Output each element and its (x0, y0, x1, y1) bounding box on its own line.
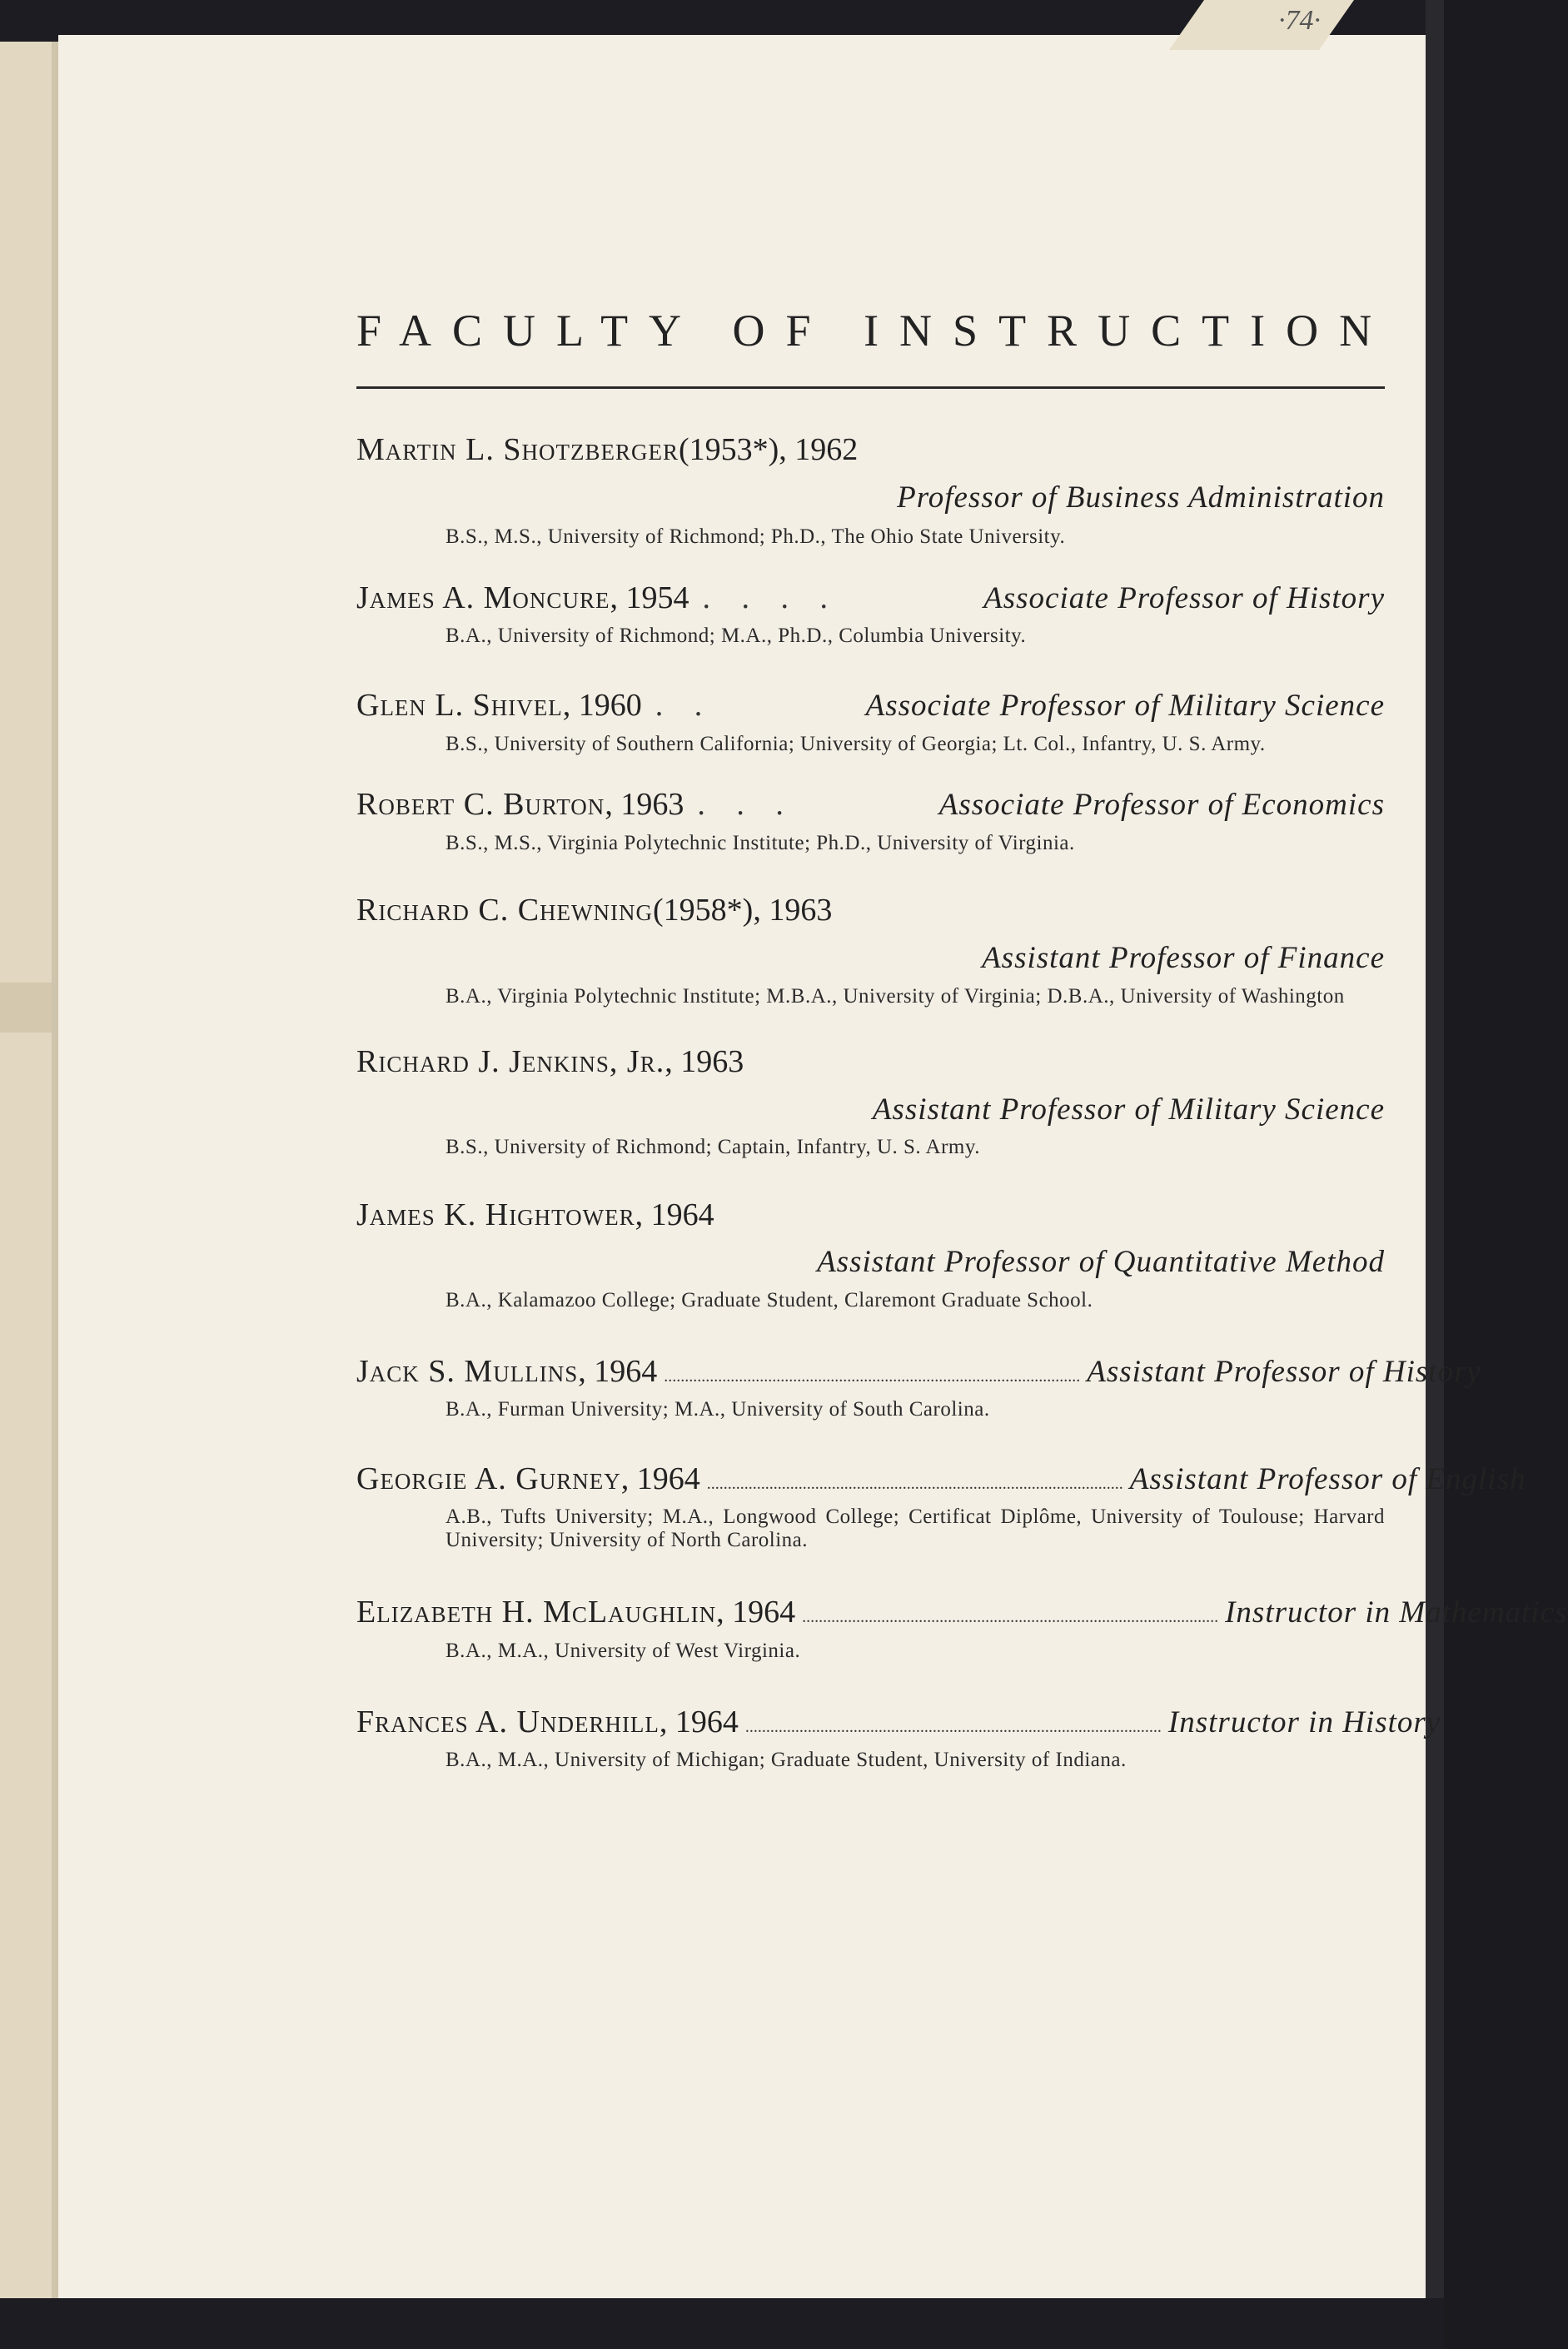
dot-leader: . . (655, 687, 714, 723)
faculty-degrees: B.S., University of Richmond; Captain, Infantry, U. S. Army. (446, 1136, 980, 1159)
faculty-entry (356, 787, 1385, 854)
faculty-title: Assistant Professor of History (1087, 1354, 1481, 1389)
faculty-degrees: B.S., M.S., Virginia Polytechnic Institute; Ph.D., University of Virginia. (446, 831, 1075, 854)
faculty-degrees: B.A., Furman University; M.A., University of South Carolina. (446, 1398, 990, 1421)
faculty-entry (356, 1461, 1526, 1552)
page-gutter (52, 42, 58, 2300)
faculty-degrees: B.S., University of Southern California; University of Georgia; Lt. Col., Infantry, U. S. Army. (446, 732, 1266, 755)
dot-leader: . . . (697, 787, 795, 823)
faculty-entry (356, 580, 1385, 648)
faculty-title: Associate Professor of Military Science (865, 688, 1385, 723)
bottom-binding-edge (0, 2298, 1444, 2349)
faculty-name: Glen L. Shivel (356, 687, 563, 723)
faculty-title: Instructor in Mathematics (1225, 1595, 1568, 1630)
dot-leader: .................................................................................................... (744, 1717, 1162, 1736)
faculty-entry (356, 432, 1385, 549)
faculty-year: , 1954 (610, 580, 689, 615)
faculty-name-line (356, 1704, 1441, 1741)
faculty-entry (356, 688, 1385, 755)
faculty-degrees: B.A., University of Richmond; M.A., Ph.D., Columbia University. (446, 625, 1027, 648)
faculty-degrees: B.A., Virginia Polytechnic Institute; M.B.A., University of Virginia; D.B.A., University of Washington (446, 984, 1345, 1008)
faculty-year: , 1964 (578, 1353, 658, 1389)
faculty-title: Associate Professor of Economics (938, 788, 1385, 823)
faculty-name: Richard C. Chewning (356, 893, 654, 928)
faculty-name-line (356, 580, 1385, 617)
faculty-title: Professor of Business Administration (897, 480, 1385, 515)
faculty-title: Assistant Professor of English (1129, 1461, 1526, 1496)
faculty-title: Associate Professor of History (983, 580, 1385, 615)
corner-page-mark: ·74· (1278, 5, 1321, 36)
faculty-name: Richard J. Jenkins, Jr. (356, 1044, 665, 1080)
faculty-degrees: B.A., Kalamazoo College; Graduate Student, Claremont Graduate School. (446, 1289, 1093, 1311)
right-binding-edge (1426, 0, 1444, 2349)
faculty-degrees: B.S., M.S., University of Richmond; Ph.D., The Ohio State University. (446, 525, 1066, 549)
faculty-year: (1953*), 1962 (679, 432, 859, 467)
faculty-year: (1958*), 1963 (653, 893, 833, 928)
faculty-degrees: A.B., Tufts University; M.A., Longwood College; Certificat Diplôme, University of Toulouse; Harvard University; University of North Carolina. (446, 1505, 1385, 1551)
faculty-name: Martin L. Shotzberger (356, 432, 679, 467)
faculty-year: , 1960 (562, 687, 642, 723)
faculty-title: Assistant Professor of Military Science (872, 1092, 1385, 1127)
faculty-entry (356, 1197, 1385, 1312)
faculty-name: Elizabeth H. McLaughlin (356, 1595, 717, 1630)
dot-leader: .................................................................................................... (706, 1474, 1123, 1493)
faculty-name-line (356, 1197, 1385, 1234)
page-heading: FACULTY OF INSTRUCTION (356, 306, 1393, 356)
faculty-entry (356, 1704, 1441, 1772)
faculty-name-line (356, 688, 1385, 724)
faculty-name-line (356, 1353, 1481, 1391)
faculty-entry (356, 893, 1385, 1008)
faculty-name: James K. Hightower (356, 1197, 635, 1232)
heading-rule (356, 386, 1385, 389)
faculty-year: , 1964 (635, 1197, 714, 1232)
dot-leader: .................................................................................................... (664, 1366, 1081, 1386)
facing-page-shade (0, 983, 52, 1033)
faculty-name-line (356, 1044, 1385, 1081)
faculty-name: Georgie A. Gurney (356, 1461, 621, 1496)
faculty-degrees: B.A., M.A., University of West Virginia. (446, 1640, 801, 1663)
faculty-year: , 1964 (620, 1461, 700, 1496)
faculty-name-line (356, 893, 1385, 929)
dot-leader: . . . . (702, 580, 839, 615)
faculty-name: Jack S. Mullins (356, 1353, 579, 1389)
faculty-entry (356, 1595, 1568, 1663)
faculty-entry (356, 1044, 1385, 1159)
faculty-name-line (356, 1595, 1568, 1631)
dot-leader: .................................................................................................... (802, 1608, 1219, 1627)
faculty-name: James A. Moncure (356, 580, 610, 615)
faculty-title: Instructor in History (1167, 1705, 1441, 1739)
faculty-year: , 1963 (665, 1044, 744, 1080)
faculty-entry (356, 1353, 1481, 1421)
faculty-name-line (356, 1461, 1526, 1498)
faculty-name: Frances A. Underhill (356, 1704, 660, 1739)
faculty-degrees: B.A., M.A., University of Michigan; Graduate Student, University of Indiana. (446, 1749, 1127, 1772)
faculty-title: Assistant Professor of Quantitative Method (817, 1245, 1385, 1280)
faculty-year: , 1963 (605, 787, 684, 823)
faculty-year: , 1964 (659, 1704, 739, 1739)
faculty-name: Robert C. Burton (356, 787, 605, 823)
faculty-name-line (356, 787, 1385, 824)
faculty-year: , 1964 (716, 1595, 796, 1630)
faculty-section (356, 306, 1568, 1772)
facing-page-edge (0, 42, 52, 2300)
faculty-title: Assistant Professor of Finance (982, 940, 1385, 975)
faculty-name-line (356, 432, 1385, 469)
